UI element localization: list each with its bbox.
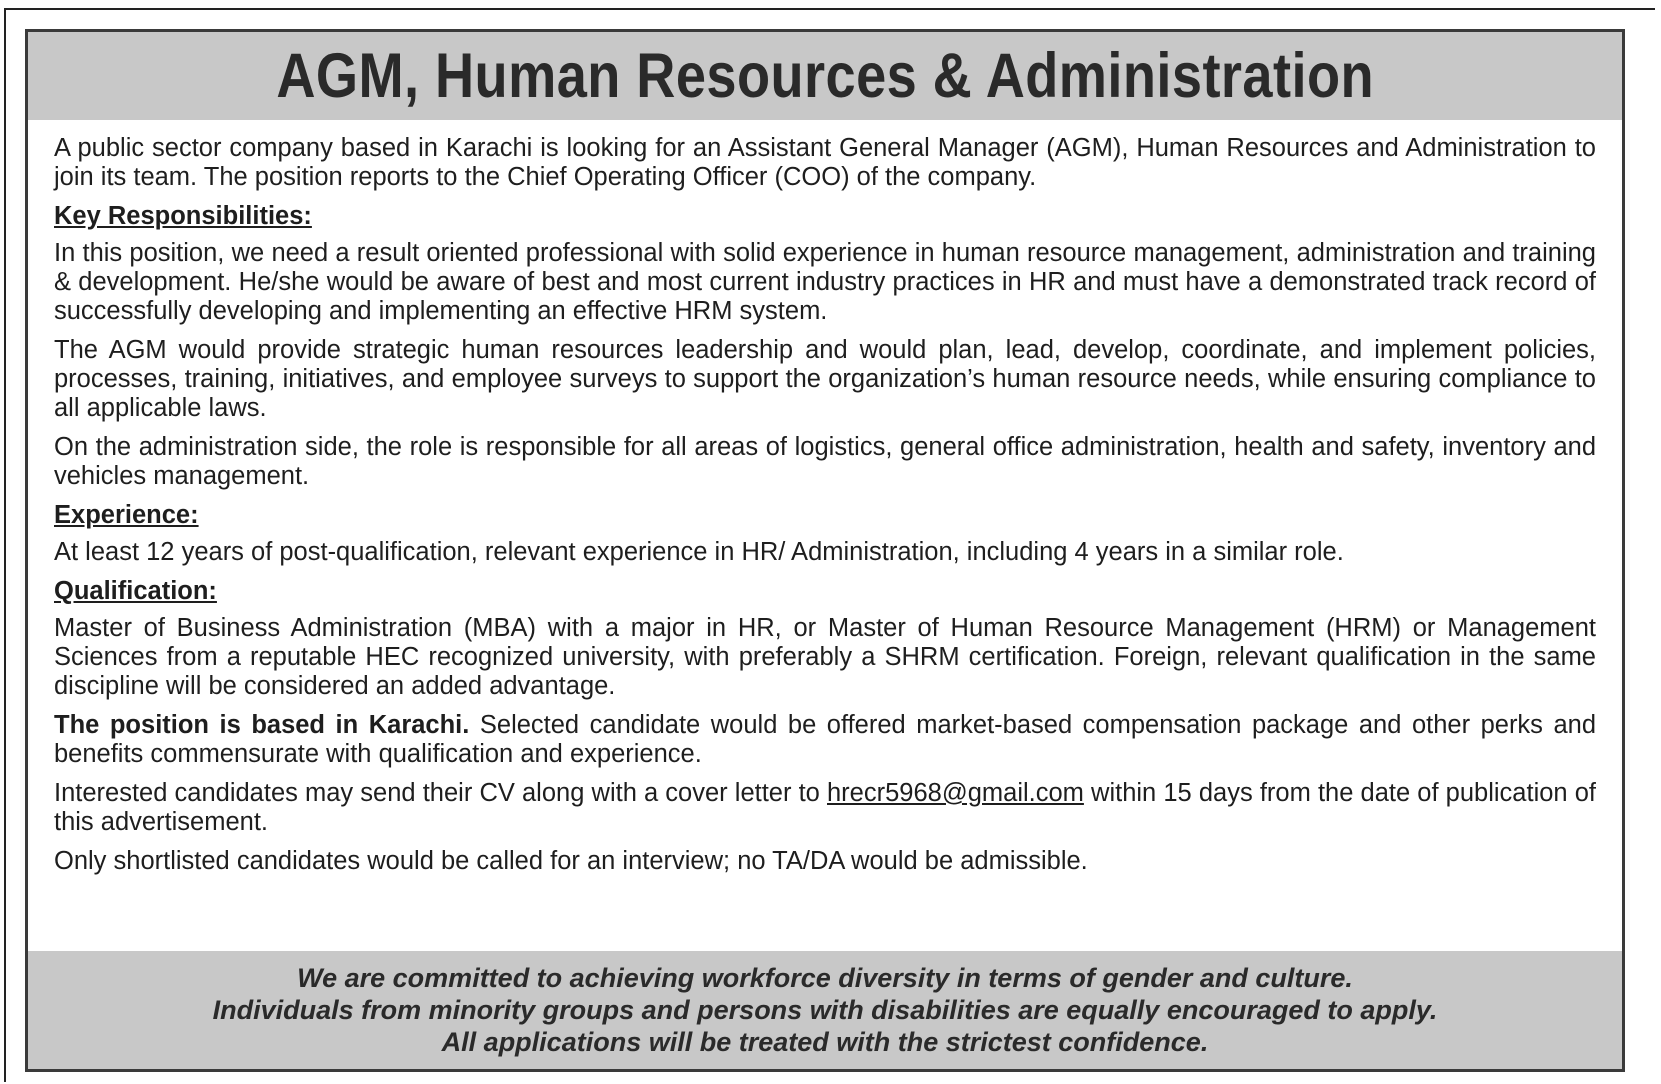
footer-band	[28, 951, 1622, 1069]
qualification-text: Master of Business Administration (MBA) with a major in HR, or Master of Human Resource Management (HRM) or Management Sciences from a reputable HEC recognized university, with preferably a SHRM certification. Foreign, relevant qualification in the same discipline will be considered an added advantage.	[54, 614, 1596, 700]
footer-line: Individuals from minority groups and persons with disabilities are equally encouraged to apply.	[212, 995, 1438, 1025]
ad-body	[54, 134, 1596, 886]
qualification-heading: Qualification:	[54, 577, 217, 605]
experience-heading: Experience:	[54, 501, 199, 529]
location-bold: The position is based in Karachi.	[54, 711, 470, 739]
responsibility-paragraph: The AGM would provide strategic human resources leadership and would plan, lead, develop, coordinate, and implement policies, processes, training, initiatives, and employee surveys to support the organization’s human resource needs, while ensuring compliance to all applicable laws.	[54, 336, 1596, 422]
apply-after: within 15 days from the date of publication of this advertisement.	[54, 779, 1596, 836]
footer-line: We are committed to achieving workforce diversity in terms of gender and culture.	[297, 963, 1353, 993]
key-responsibilities-heading: Key Responsibilities:	[54, 202, 312, 230]
email-link[interactable]: hrecr5968@gmail.com	[827, 779, 1084, 807]
apply-before: Interested candidates may send their CV along with a cover letter to	[54, 779, 827, 807]
ad-title: AGM, Human Resources & Administration	[276, 41, 1374, 111]
experience-text: At least 12 years of post-qualification, relevant experience in HR/ Administration, including 4 years in a similar role.	[54, 538, 1344, 566]
location-rest: Selected candidate would be offered market-based compensation package and other perks and benefits commensurate with qualification and experience.	[54, 711, 1597, 768]
responsibility-paragraph: In this position, we need a result oriented professional with solid experience in human resource management, administration and training & development. He/she would be aware of best and most current industry practices in HR and must have a demonstrated track record of successfully developing and implementing an effective HRM system.	[54, 239, 1596, 325]
location-paragraph	[54, 711, 1596, 769]
footer-line: All applications will be treated with the strictest confidence.	[441, 1027, 1209, 1057]
responsibility-paragraph: On the administration side, the role is responsible for all areas of logistics, general office administration, health and safety, inventory and vehicles management.	[54, 433, 1596, 490]
shortlist-note: Only shortlisted candidates would be called for an interview; no TA/DA would be admissible.	[54, 847, 1088, 875]
title-band	[28, 32, 1622, 120]
apply-paragraph	[54, 779, 1596, 837]
intro-paragraph: A public sector company based in Karachi is looking for an Assistant General Manager (AGM), Human Resources and Administration to join its team. The position reports to the Chief Operating Officer (COO) of the company.	[54, 134, 1596, 191]
job-advertisement	[25, 29, 1625, 1072]
